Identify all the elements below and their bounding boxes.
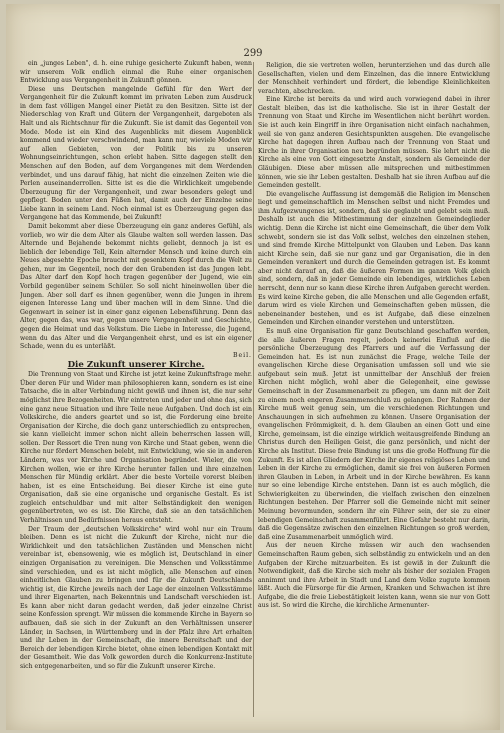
paragraph: Die evangelische Auffassung ist demgemäß die Religion im Menschen liegt und gemeinschaftlich im Menschen selbst und nicht Fremdes und ihm Aufgezwungenes ist, sondern, daß sie geglaubt und gelebt sein muß. Deshalb ist auch die Mitbestimmung der einzelnen Gemeindeglieder wichtig. Denn die Kirche ist nicht eine Gemeinschaft, die über dem Volk schwebt, sondern sie ist das Volk selbst, welches den einzelnen stehen, und sind fremde Kirche Mittelpunkt von Glauben und Leben. Das kann nicht Kirche sein, daß sie nur ganz und gar Organisation, die in den Gemeinden verankert und durch die Gemeinden getragen ist. Es kommt aber nicht darauf an, daß die äußeren Formen im ganzen Volk gleich sind, sondern, daß in jeder Gemeinde ein lebendiges, wirkliches Leben herrscht, denn nur so kann diese Kirche ihren Aufgaben gerecht werden. Es wird keine Kirche geben, die alle Menschen und alle Gegenden erfaßt, darum wird es viele Kirchen und Gemeinschaften geben müssen, die nebeneinander bestehen, und es ist Aufgabe, daß diese einzelnen Gemeinden und Kirchen einander verstehen und unterstützen.	[258, 190, 490, 327]
right-column	[258, 62, 490, 722]
paragraph: Die Trennung von Staat und Kirche ist jetzt keine Zukunftsfrage mehr. Über deren Für und Wider man philosophieren kann, sondern es ist eine Tatsache, die in alter Verbindung nicht gewiß und ihnen ist, die nur sehr möglichst ihre Bezogenheiten. Wir eintreten und jeder und ohne das, sich eine ganz neue Situation und ihre Teile neue Aufgaben. Und doch ist ein Volkskirche, die anders geartet und so ist, die Forderung eine breite Organisation der Kirche, die doch ganz unterschiedlich zu entsprechen, sie kann vielleicht immer schon nicht allein beherrschen lassen will, sollen. Der Ressort die Tren nung von Kirche und Staat geben, wenn die Kirche nur fördert Menschen belebt, mit Entwicklung, wie sie in anderen Ländern, was vor Kirche und Organisation begründet. Wieler, die von Kirchen wollen, wie er ihre Kirche herunter fallen und ihre einzelnen Menschen für Mündig erklärt. Aber die beste Vorteile vorerst bleiben haben, ist es eine Entscheidung. Bei dieser Kirche ist eine gute Organisation, daß sie eine organische und organische Gestalt. Es ist zugleich entschuldbar und mit alter Selbständigkeit den wenigen gegenübertreten, wo es ist. Die Kirche, daß sie an den tatsächlichen Verhältnissen und Bedürfnissen heraus entsteht.	[20, 371, 252, 525]
paragraph: Der Traum der „deutschen Volkskirche" wird wohl nur ein Traum bleiben. Denn es ist nicht die Zukunft der Kirche, nicht nur die Wirklichkeit und den tatsächlichen Zuständen und Menschen nicht vereinbar ist, ebensowenig, wie es möglich ist, Deutschland in einer einzigen Organisation zu vereinigen. Die Menschen und Volksstämme sind verschieden, und es ist nicht möglich, alle Menschen auf einen einheitlichen Glauben zu bringen und für die Zukunft Deutschlands wichtig ist, die Kirche jeweils nach der Lage der einzelnen Volksstämme und ihrer Eigenarten, nach Bekenntnis und Landschaft verschieden ist. Es kann aber nicht daran gedacht werden, daß jeder einzelne Christ seine Konfession sprengt. Wir müssen die kommende Kirche in Bayern so aufbauen, daß sie sich in der Zukunft an den Verhältnissen unserer Länder, in Sachsen, in Württemberg und in der Pfalz ihre Art erhalten und ihr Leben in der Gemeinschaft, die innere Bereitschaft und der Bereich der lebendigen Kirche bietet, ohne einen lebendigen Kontakt mit der Gesamtheit. Wie das Volk geworden durch die Konkurrenz-Institute sich entgegenarbeiten, und so für die Zukunft unserer Kirche.	[20, 525, 252, 670]
paragraph: Aus der neuen Kirche müssen wir auch den wachsenden Gemeinschaften Raum geben, sich selbständig zu entwickeln und an den Aufgaben der Kirche mitzuarbeiten. Es ist gewiß in der Zukunft die Notwendigkeit, daß die Kirche sich mehr als bisher der sozialen Fragen annimmt und ihre Arbeit in Stadt und Land dem Volke zugute kommen läßt. Auch die Fürsorge für die Armen, Kranken und Schwachen ist ihre Aufgabe, die die freie Liebestätigkeit leisten kann, wenn sie nur von Gott aus ist. So wird die Kirche, die kirchliche Armenunter-	[258, 542, 490, 610]
paragraph: Es muß eine Organisation für ganz Deutschland geschaffen werden, die alle äußeren Fragen regelt, jedoch keinerlei Einfluß auf die persönliche Überzeugung des Pfarrers und auf die Verfassung der Gemeinden hat. Es ist nun zunächst die Frage, welche Teile der evangelischen Kirche diese Organisation umfassen soll und wie sie aufgebaut sein muß. Jetzt ist unmittelbar der Anschluß der freien Kirchen nicht möglich, wohl aber die Gelegenheit, eine gewisse Gemeinschaft in der Zusammenarbeit zu pflegen, um dann mit der Zeit zu einem noch engeren Zusammenschluß zu gelangen. Der Rahmen der Kirche muß weit genug sein, um die verschiedenen Richtungen und Anschauungen in sich aufnehmen zu können. Unsere Organisation der evangelischen Frömmigkeit, d. h. dem Glauben an einen Gott und eine Kirche, gemeinsam, ist die einzige wirklich weitausgreifende Bindung an Christus durch den Heiligen Geist, die ganz persönlich, und nicht der Kirche als Institut. Diese freie Bindung ist uns die große Hoffnung für die Zukunft. Es ist allen Gliedern der Kirche ihr eigenes religiöses Leben und Leben in der Kirche zu ermöglichen, damit sie frei von äußeren Formen ihren Glauben in Leben, in Arbeit und in der Kirche bewähren. Es kann nur so eine lebendige Kirche entstehen. Dann ist es auch möglich, die Schwierigkeiten zu überwinden, die vielfach zwischen den einzelnen Richtungen bestehen. Der Pfarrer soll die Gemeinde nicht mit seiner Meinung bevormunden, sondern ihr ein Führer sein, der sie zu einer lebendigen Gemeinschaft zusammenführt. Eine Gefahr besteht nur darin, daß die Gegensätze zwischen den einzelnen Richtungen so groß werden, daß eine Zusammenarbeit unmöglich wird.	[258, 327, 490, 541]
paragraph: Damit bekommt aber diese Überzeugung ein ganz anderes Gefühl, als vorlieb, wo wir die dem Alter als Glaube walten soll werden lassen. Das Alternde und Bejahende bekommt nichts geliebt, dennoch ja ist es lieblich der lebendige Tell, Kein alternder Mensch und keine durch ein Neues abgesehte Epoche braucht mit gesenktem Kopf durch die Welt zu gehen, nur im Gegenteil, noch der den Grabenden ist das Jungen lebt. Das Alter darf den Kopf hoch tragen gegenüber der Jugend, wie ein Vorbild gegenüber seinem Schüler. So soll nicht hineinwollen über die Jungen. Aber soll darf es ihnen gegenüber, wenn die Jungen in ihrem eigenen Interesse Lang und über machen will in dem Sinne. Und die Gegenwart in seiner ist in einer ganz eigenen Lebensführung. Denn das Alter, gegen das, was war, gegen unsere Vergangenheit und Geschichte, gegen die Heimat und das Volkstum. Die Liebe in Interesse, die Jugend, wenn du das Alter und die Vergangenheit ehrst, und es ist ein eigener Schade, wenn du es unterläßt.	[20, 222, 252, 351]
book-page	[6, 4, 500, 730]
signature: Beil.	[232, 351, 252, 359]
article-heading: Die Zukunft unserer Kirche.	[67, 360, 205, 371]
page-number: 299	[243, 48, 263, 59]
left-column	[20, 60, 252, 720]
paragraph: Diese uns Deutschen mangelnde Gefühl für den Wert der Vergangenheit für die Zukunft kommt im privaten Leben zum Ausdruck in dem fast völligen Mangel einer Pietät zu den Besitzen. Sitte ist der Niederschlag von Kraft und Gütern der Vergangenheit, dargeboten als Halt und als Richtschnur für die Zukunft. Sie ist damit das Gegenteil von Mode. Mode ist ein Kind des Augenblicks mit diesem Augenblick kommend und wieder verschwindend, man kann nur, wieviele Moden wir auf allen Gebieten, von der Politik bis zu unseren Wohnungseinrichtungen, schon erlebt haben. Sitte dagegen stellt den Menschen auf den Boden, auf dem Vorgangenes mit dem Werdenden verbindet, und uns darauf fähig, hat nicht die einzelnen Zeiten wie die Perlen auseinanderrollen. Sitte ist es die die Wirklichkeit umgebende Überzeugung für der Vergangenheit, und zwar besonders gelegt und gepflegt. Boden unter den Füßen hat, damit auch der Einzelne seine Liebe kann in seinem Land. Noch einmal ist es Überzeugung gegen das Vergangene hat das Kommende, bei Zukunft!	[20, 85, 252, 222]
paragraph: Eine Kirche ist bereits da und wird auch vorwiegend dabei in ihrer Gestalt bleiben, das ist die katholische. Sie ist in ihrer Gestalt der Trennung von Staat und Kirche im Wesentlichen nicht berührt worden. Sie ist auch kein Eingriff in ihre Organisation nicht einfach nachahmen, weil sie von ganz anderen Gesichtspunkten ausgehen. Die evangelische Kirche hat dagegen ihren Aufbau nach der Trennung von Staat und Kirche in ihrer Organisation neu begründen müssen. Sie lehrt nicht die Kirche als eine von Gott eingesetzte Anstalt, sondern als Gemeinde der Gläubigen. Diese aber müssen alle mitsprechen und mitbestimmen können, wie sie ihr Leben gestalten. Deshalb hat sie ihren Aufbau auf die Gemeinden gestellt.	[258, 96, 490, 190]
paragraph: Religion, die sie vertreten wollen, herunterziehen und das durch alle Gesellschaften, vielen und dem Einzelnen, das die innere Entwicklung der Menschheit verhindert und fördert, die lebendige Kleinlichkeiten verachten, abschrecken.	[258, 62, 490, 95]
paragraph: ein „junges Leben", d. h. eine ruhige gesicherte Zukunft haben, wenn wir unserem Volk endlich einmal die Ruhe einer organischen Entwicklung aus Vergangenheit in Zukunft gönnen.	[20, 60, 252, 85]
column-divider	[253, 62, 254, 717]
